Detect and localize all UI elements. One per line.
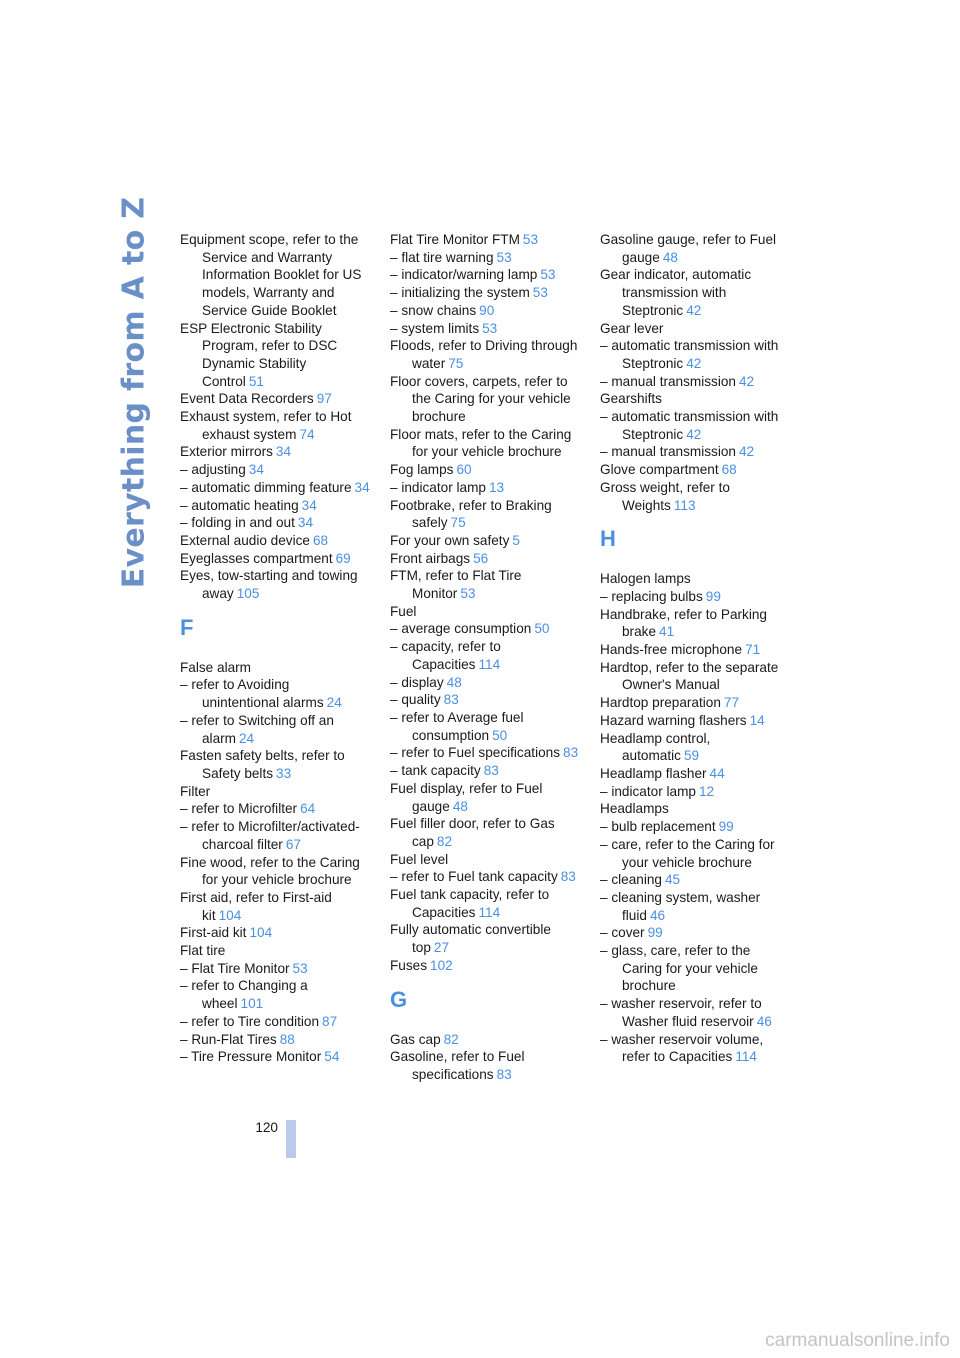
index-term: Fuel tank capacity, refer to Capacities [390,887,550,920]
index-entry [600,694,790,712]
page-reference-link[interactable]: 48 [452,798,468,814]
index-term: Fog lamps [390,462,454,478]
index-entry [180,550,370,568]
index-term: For your own safety [390,532,510,548]
index-entry [180,532,370,550]
index-term: – refer to Switching off an alarm [180,712,334,746]
page-reference-link[interactable]: 34 [248,462,264,478]
index-term: – Flat Tire Monitor [180,960,290,976]
index-term: ESP Electronic Stability Program, refer to DSC Dynamic Stability Control [180,320,338,389]
index-entry [600,606,790,641]
index-term: – refer to Average fuel consumption [390,709,524,743]
index-term: Hands-free microphone [600,642,743,658]
index-term: – cover [600,925,645,941]
index-entry [390,337,580,372]
index-entry [390,550,580,568]
index-term: Filter [180,783,211,799]
index-term: Eyeglasses compartment [180,550,333,566]
index-term: Front airbags [390,550,471,566]
page-reference-link[interactable]: 53 [496,249,512,265]
page-reference-link[interactable]: 67 [285,836,301,852]
index-entry [390,638,580,673]
page-reference-link[interactable]: 53 [522,232,539,247]
index-term: Headlamp flasher [600,765,707,781]
page-reference-link[interactable]: 48 [446,674,462,690]
page-number-bar [286,1120,296,1158]
index-entry [390,302,580,320]
index-term: Flat Tire Monitor FTM [390,232,520,247]
index-term: Floods, refer to Driving through water [390,338,578,371]
index-entry [390,709,580,744]
page-reference-link[interactable]: 50 [492,727,508,743]
page-reference-link[interactable]: 53 [540,267,556,283]
page-reference-link[interactable]: 50 [534,621,550,637]
page-reference-link[interactable]: 5 [512,532,520,548]
index-entry [390,603,580,621]
index-entry [390,249,580,267]
page-reference-link[interactable]: 53 [460,586,476,602]
page-reference-link[interactable]: 82 [436,833,453,849]
page-reference-link[interactable]: 48 [662,249,678,265]
page-reference-link[interactable]: 42 [739,373,755,389]
index-entry [390,479,580,497]
page-reference-link[interactable]: 114 [735,1049,757,1065]
index-term: Fuses [390,957,428,973]
index-term: – indicator/warning lamp [390,267,538,283]
index-entry [600,730,790,765]
index-entry [600,231,790,266]
page-reference-link[interactable]: 12 [698,783,715,799]
index-term: – indicator lamp [390,479,486,495]
index-column-3 [600,231,790,1066]
index-entry [180,497,370,515]
index-entry [390,284,580,302]
index-term: – indicator lamp [600,783,696,799]
page-reference-link[interactable]: 101 [240,996,264,1012]
page-reference-link[interactable]: 88 [279,1031,295,1047]
index-term: Gasoline gauge, refer to Fuel gauge [600,232,777,265]
side-title-text: Everything from A to Z [116,196,152,588]
index-term: Gross weight, refer to Weights [600,479,730,513]
index-term: – cleaning system, washer fluid [600,889,761,923]
index-term: Gear indicator, automatic transmission with Steptronic [600,267,752,318]
index-term: Flat tire [180,943,226,959]
page-reference-link[interactable]: 104 [249,925,273,941]
index-entry [180,659,370,677]
page-reference-link[interactable]: 45 [664,872,681,888]
index-entry [390,921,580,956]
page-reference-link[interactable]: 83 [563,745,579,761]
page-reference-link[interactable]: 77 [723,695,740,711]
page-reference-link[interactable]: 53 [532,285,548,301]
page-reference-link[interactable]: 83 [483,763,499,779]
index-entry [600,266,790,319]
index-entry [600,942,790,995]
page-reference-link[interactable]: 27 [433,940,450,956]
index-entry [180,408,370,443]
page-reference-link[interactable]: 59 [683,748,700,764]
index-entry [180,320,370,391]
page-reference-link[interactable]: 97 [316,391,332,407]
index-entry [180,1048,370,1066]
page-reference-link[interactable]: 53 [292,960,308,976]
index-entry [180,1013,370,1031]
index-term: Fuel [390,603,417,619]
index-term: Hardtop, refer to the separate Owner's Manual [600,659,779,693]
index-term: First aid, refer to First-aid kit [180,889,332,923]
page-reference-link[interactable]: 68 [312,532,329,548]
page-reference-link[interactable]: 42 [686,302,702,318]
page-reference-link[interactable]: 34 [275,444,292,460]
index-entry [180,747,370,782]
section-letter: G [390,986,408,1012]
index-term: – Run-Flat Tires [180,1031,277,1047]
index-entry [600,836,790,871]
index-term: – snow chains [390,302,477,318]
index-entry [180,514,370,532]
index-entry [390,957,580,975]
footer-watermark: carmanualsonline.info [765,1330,950,1351]
index-entry [180,390,370,408]
page-reference-link[interactable]: 113 [673,497,696,513]
index-term: Handbrake, refer to Parking brake [600,606,767,640]
index-term: Hardtop preparation [600,695,721,711]
index-entry [180,854,370,889]
index-entry [600,800,790,818]
index-term: Gearshifts [600,391,662,407]
index-entry [600,712,790,730]
page-reference-link[interactable]: 46 [649,907,666,923]
index-term: – refer to Microfilter [180,801,298,817]
page-number: 120 [255,1120,278,1135]
page-reference-link[interactable]: 46 [756,1013,772,1029]
index-term: – refer to Fuel specifications [390,745,561,761]
index-entry [600,320,790,338]
index-term: Gas cap [390,1031,441,1047]
index-entry [180,800,370,818]
index-term: – care, refer to the Caring for your vehicle brochure [600,836,775,870]
index-term: Event Data Recorders [180,391,314,407]
index-term: – folding in and out [180,515,295,531]
page-reference-link[interactable]: 60 [456,462,472,478]
index-term: Fuel level [390,851,449,867]
index-entry [390,674,580,692]
index-term: – cleaning [600,872,662,888]
index-term: – quality [390,692,441,708]
page-reference-link[interactable]: 82 [443,1031,459,1047]
page-reference-link[interactable]: 99 [647,925,663,941]
index-term: Eyes, tow-starting and towing away [180,568,358,602]
index-entry [390,780,580,815]
index-entry [600,924,790,942]
index-entry [180,818,370,853]
page-reference-link[interactable]: 75 [448,355,464,371]
index-term: – adjusting [180,462,246,478]
index-entry [180,443,370,461]
page-reference-link[interactable]: 56 [473,550,489,566]
index-entry [390,886,580,921]
index-term: FTM, refer to Flat Tire Monitor [390,568,522,602]
page-reference-link[interactable]: 83 [496,1066,512,1082]
index-term: Exterior mirrors [180,444,273,460]
index-entry [600,588,790,606]
index-entry [180,977,370,1012]
index-entry [600,889,790,924]
index-entry [600,408,790,443]
index-term: Hazard warning flashers [600,712,747,728]
index-term: External audio device [180,532,310,548]
index-entry [180,889,370,924]
index-entry [390,620,580,638]
index-entry [600,783,790,801]
page-reference-link[interactable]: 33 [276,765,292,781]
index-entry [600,659,790,694]
index-term: – washer reservoir volume, refer to Capacities [600,1031,764,1065]
index-entry [600,570,790,588]
index-entry [180,231,370,320]
index-term: – tank capacity [390,763,481,779]
page-reference-link[interactable]: 99 [705,588,721,604]
index-term: – bulb replacement [600,819,716,835]
index-term: – system limits [390,320,480,336]
index-entry [390,532,580,550]
index-entry [180,712,370,747]
index-term: Floor covers, carpets, refer to the Caring for your vehicle brochure [390,373,571,425]
page-reference-link[interactable]: 114 [478,656,501,672]
index-entry [600,871,790,889]
index-entry [600,1031,790,1066]
page-reference-link[interactable]: 34 [297,515,314,531]
index-entry [390,815,580,850]
index-entry [180,942,370,960]
index-entry [600,390,790,408]
index-entry [600,479,790,514]
index-entry [390,497,580,532]
index-term: – glass, care, refer to the Caring for your vehicle brochure [600,943,758,994]
index-term: Fuel filler door, refer to Gas cap [390,816,555,849]
index-entry [390,691,580,709]
index-entry [600,765,790,783]
index-entry [600,818,790,836]
index-term: – refer to Avoiding unintentional alarms [180,677,324,711]
page-reference-link[interactable]: 75 [450,515,466,531]
index-entry [390,567,580,602]
index-entry [390,231,580,249]
page-reference-link[interactable]: 83 [560,869,576,885]
index-entry [390,762,580,780]
page-reference-link[interactable]: 68 [721,462,737,478]
index-term: – Tire Pressure Monitor [180,1049,322,1065]
page-reference-link[interactable]: 24 [239,730,255,746]
index-term: Halogen lamps [600,571,691,587]
index-entry [390,426,580,461]
page-reference-link[interactable]: 90 [479,302,495,318]
index-term: – display [390,674,444,690]
index-term: Headlamp control, automatic [600,730,711,764]
index-column-2 [390,231,580,1084]
page-reference-link[interactable]: 64 [300,801,316,817]
index-entry [600,443,790,461]
index-entry [600,995,790,1030]
index-term: Floor mats, refer to the Caring for your vehicle brochure [390,426,572,460]
page-reference-link[interactable]: 34 [301,497,317,513]
page-reference-link[interactable]: 42 [686,426,702,442]
page-reference-link[interactable]: 69 [335,550,351,566]
index-term: Glove compartment [600,462,719,478]
index-entry [390,851,580,869]
index-term: – automatic transmission with Steptronic [600,338,779,371]
index-term: – capacity, refer to Capacities [390,639,501,672]
page-reference-link[interactable]: 105 [236,586,260,602]
index-entry [390,1031,580,1049]
index-term: – initializing the system [390,285,530,301]
page-reference-link[interactable]: 74 [299,426,315,442]
index-entry [600,641,790,659]
index-entry [180,783,370,801]
page-reference-link[interactable]: 102 [430,957,453,973]
index-entry [180,924,370,942]
page-reference-link[interactable]: 114 [478,904,501,920]
index-entry [390,868,580,886]
page-reference-link[interactable]: 54 [324,1049,340,1065]
index-entry [180,461,370,479]
index-term: Fine wood, refer to the Caring for your vehicle brochure [180,854,360,888]
index-entry [390,1048,580,1083]
page-reference-link[interactable]: 53 [482,320,498,336]
index-term: – refer to Tire condition [180,1013,320,1029]
index-term: – manual transmission [600,444,736,460]
index-term: – automatic transmission with Steptronic [600,409,779,442]
page-reference-link[interactable]: 14 [749,712,765,728]
page-reference-link[interactable]: 71 [745,642,761,658]
index-term: – average consumption [390,621,532,637]
page-reference-link[interactable]: 13 [488,479,505,495]
index-entry [390,461,580,479]
index-entry [390,373,580,426]
index-term: Gear lever [600,320,664,336]
index-term: False alarm [180,659,252,675]
page-reference-link[interactable]: 99 [718,819,734,835]
index-term: – manual transmission [600,373,736,389]
index-term: – refer to Microfilter/activated-charcoal filter [180,819,360,852]
index-term: – washer reservoir, refer to Washer fluid reservoir [600,996,762,1029]
index-term: – automatic dimming feature [180,479,352,495]
page-reference-link[interactable]: 87 [322,1013,338,1029]
page-reference-link[interactable]: 51 [248,373,264,389]
index-term: First-aid kit [180,925,247,941]
index-entry [390,320,580,338]
index-term: Footbrake, refer to Braking safely [390,497,552,531]
index-term: Exhaust system, refer to Hot exhaust system [180,409,352,442]
section-letter: H [600,526,616,552]
index-entry [390,266,580,284]
index-term: Fasten safety belts, refer to Safety belts [180,748,345,781]
index-entry [600,461,790,479]
index-term: Headlamps [600,801,669,817]
page-reference-link[interactable]: 41 [659,624,675,640]
index-entry [180,567,370,602]
page-reference-link[interactable]: 24 [326,695,342,711]
index-column-1 [180,231,370,1066]
index-term: Equipment scope, refer to the Service and Warranty Information Booklet for US models, Warranty and Service Guide Booklet [180,232,362,318]
index-entry [600,337,790,372]
index-entry [390,744,580,762]
index-term: Gasoline, refer to Fuel specifications [390,1049,525,1082]
index-term: – automatic heating [180,497,299,513]
page-reference-link[interactable]: 34 [354,479,370,495]
index-term: Fully automatic convertible top [390,922,551,956]
index-term: – refer to Fuel tank capacity [390,869,558,885]
page-reference-link[interactable]: 42 [739,444,755,460]
page-reference-link[interactable]: 104 [218,907,242,923]
index-entry [180,960,370,978]
side-title [112,196,156,588]
page-reference-link[interactable]: 44 [709,765,725,781]
index-term: – replacing bulbs [600,588,703,604]
index-term: – refer to Changing a wheel [180,978,308,1012]
index-entry [180,676,370,711]
index-term: Fuel display, refer to Fuel gauge [390,780,543,814]
page-reference-link[interactable]: 42 [686,355,702,371]
index-term: – flat tire warning [390,249,494,265]
index-entry [600,373,790,391]
index-entry [180,479,370,497]
page-reference-link[interactable]: 83 [443,692,459,708]
section-letter: F [180,614,194,640]
index-entry [180,1031,370,1049]
